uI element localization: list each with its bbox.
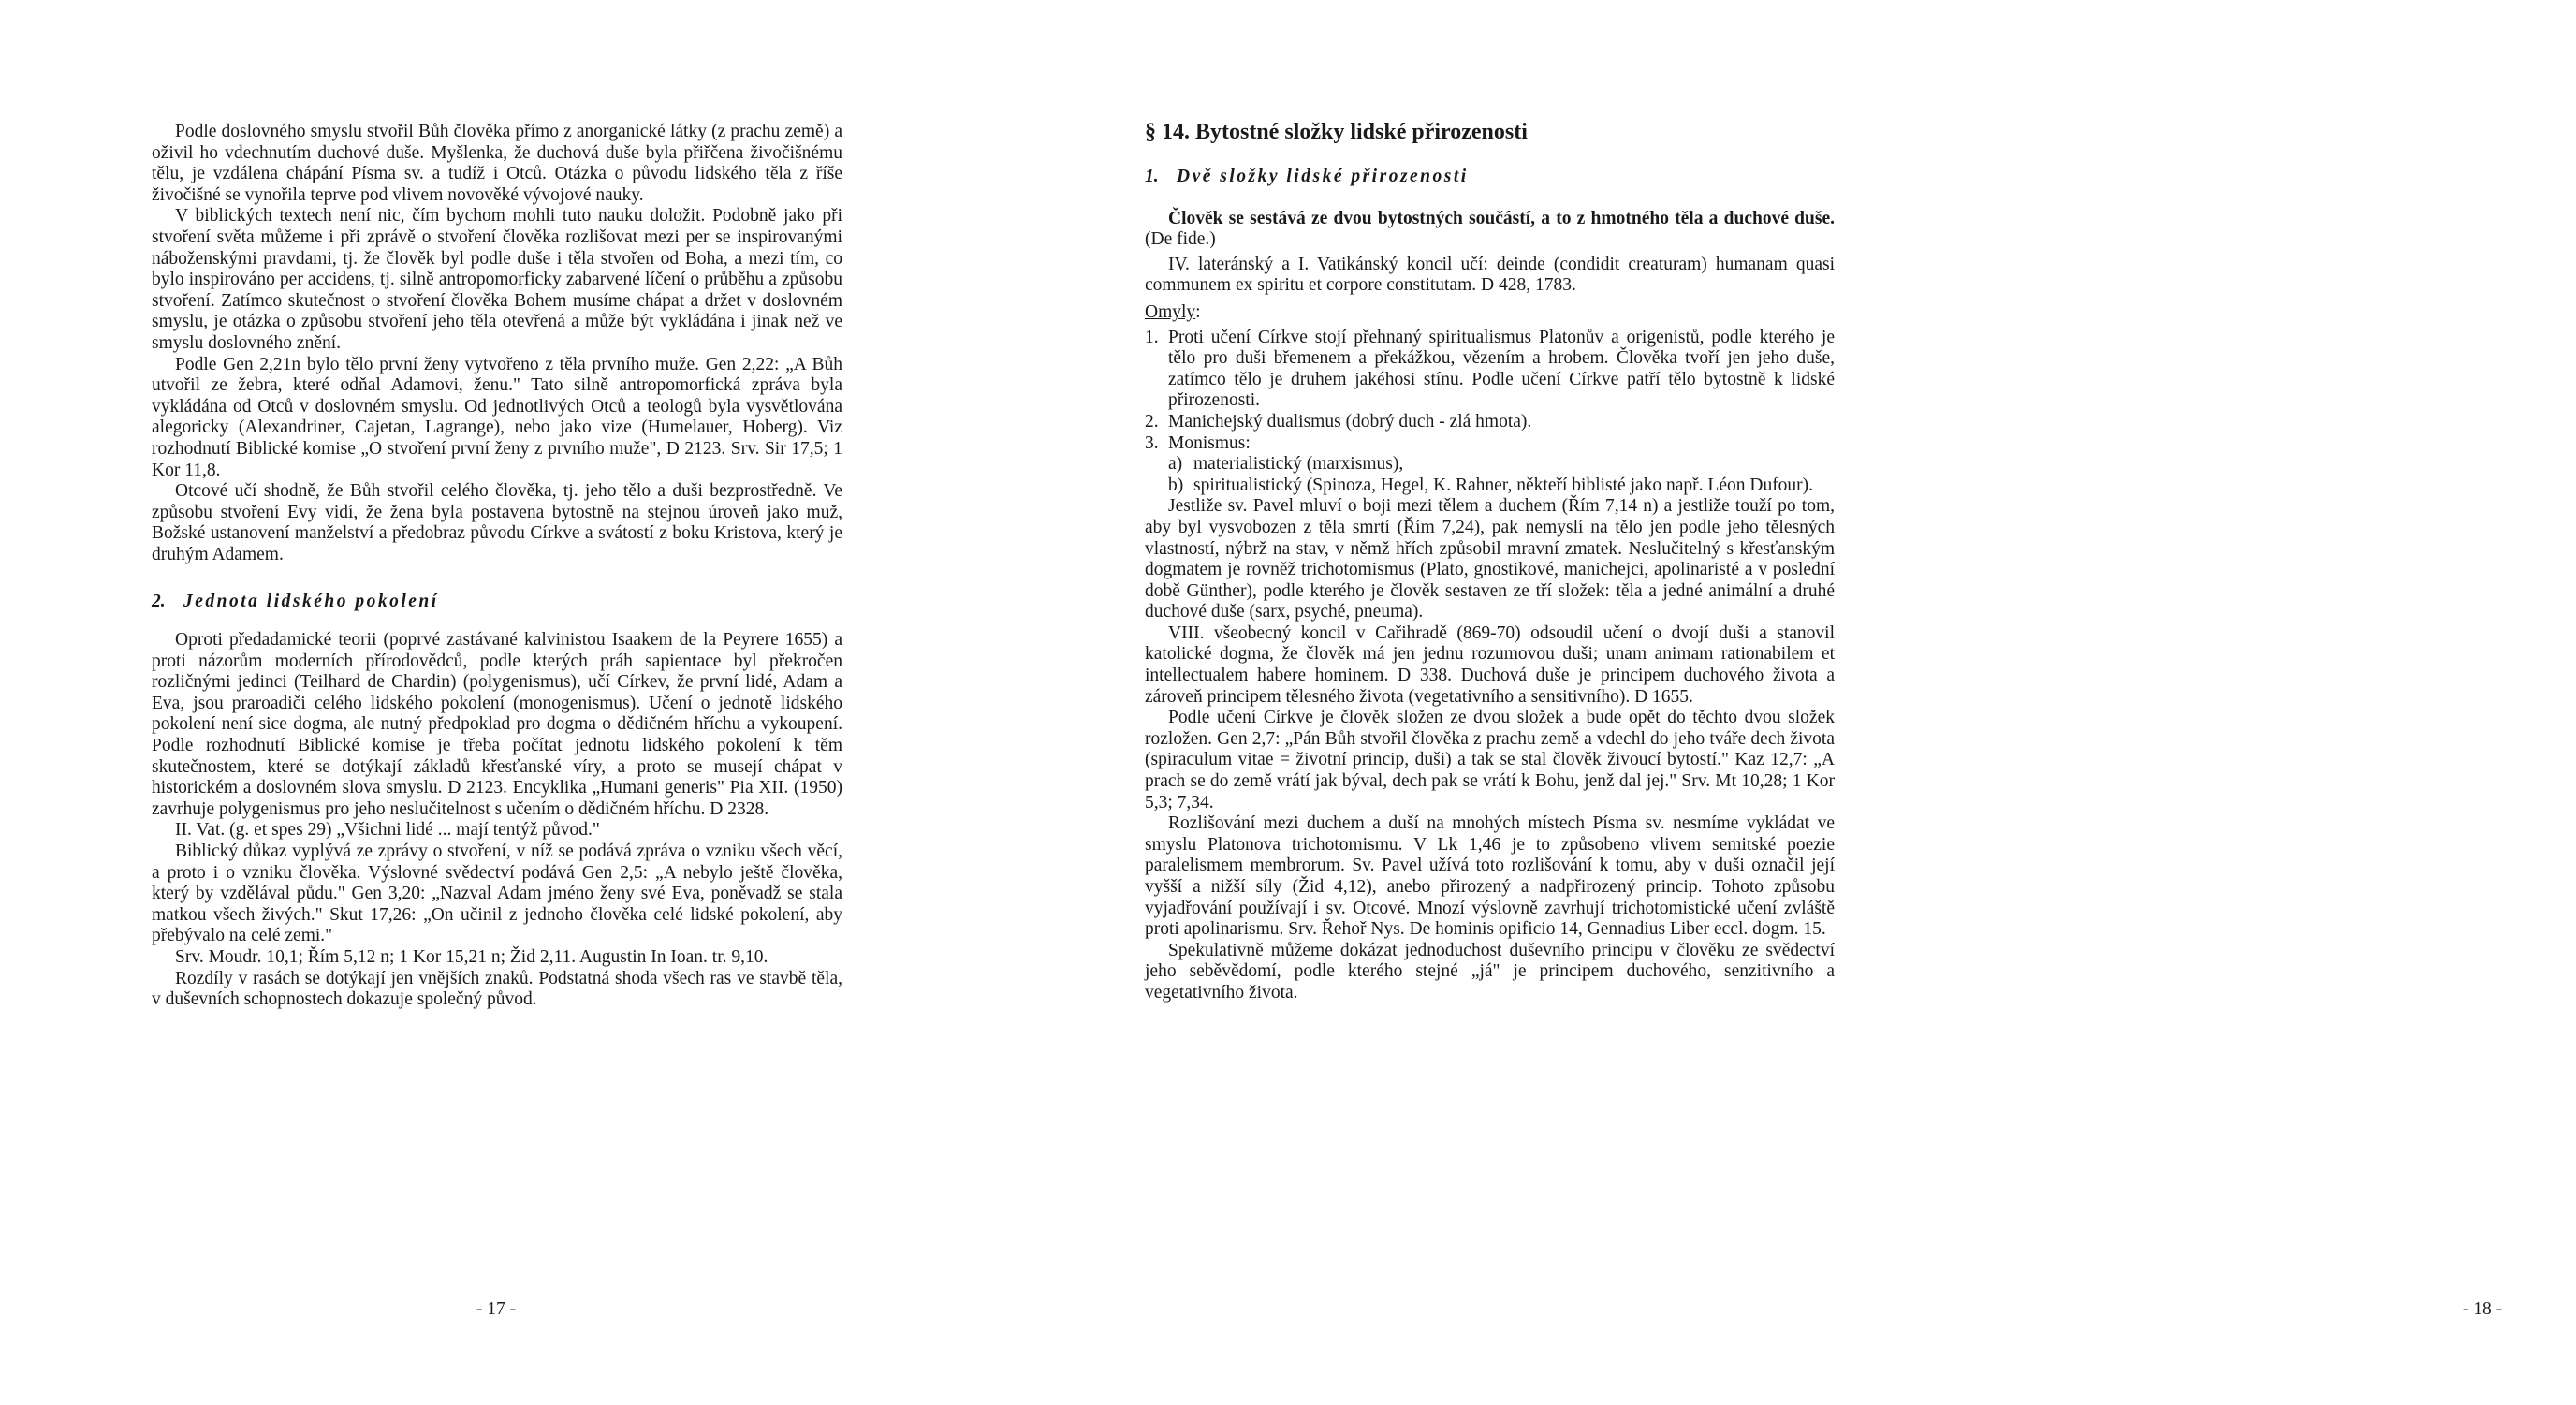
section-number: 2. — [152, 592, 166, 612]
errors-label — [1145, 302, 1835, 324]
monism-item-b — [1145, 476, 1835, 497]
paragraph: Srv. Moudr. 10,1; Řím 5,12 n; 1 Kor 15,21 n; Žid 2,11. Augustin In Ioan. tr. 9,10. — [175, 946, 768, 967]
list-text: Proti učení Církve stojí přehnaný spiritualismus Platonův a origenistů, podle kterého je tělo pro duši břemenem a překážkou, vězením a hrobem. Člověka tvoří jen jeho duše, zatímco tělo je druhem jakéhosi stínu. Podle učení Církve patří tělo bytostně k lidské přirozenosti. — [1168, 327, 1835, 411]
page-17 — [0, 0, 993, 1405]
list-letter: b) — [1168, 475, 1184, 495]
paragraph: Jestliže sv. Pavel mluví o boji mezi tělem a duchem (Řím 7,14 n) a jestliže touží po tom, aby byl vysvobozen z těla smrtí (Řím 7,24), pak nemyslí na tělo jen podle jeho tělesných vlastností, nýbrž na stav, v němž hřích způsobil mravní zmatek. Neslučitelný s křesťanským dogmatem je rovněž trichotomismus (Plato, gnostikové, manichejci, apolinaristé a v poslední době Günther), podle kterého je člověk sestaven ze tří složek: těla a jedné animální a druhé duchové duše (sarx, psyché, pneuma). — [1145, 496, 1835, 622]
paragraph: II. Vat. (g. et spes 29) „Všichni lidé ... mají tentýž původ." — [175, 820, 600, 841]
section-number: 1. — [1145, 167, 1159, 186]
page-number: - 18 - — [2462, 1299, 2503, 1319]
list-number: 3. — [1145, 432, 1159, 453]
error-item-2 — [1145, 412, 1835, 433]
thesis — [1145, 209, 1835, 251]
theological-note: (De fide.) — [1145, 229, 1216, 250]
section-heading-1 — [1145, 167, 1835, 188]
list-number: 1. — [1145, 327, 1159, 347]
paragraph: Rozlišování mezi duchem a duší na mnohých místech Písma sv. nesmíme vykládat ve smyslu Platonova trichotomismu. V Lk 1,46 je to způsobeno vlivem semitské poezie paralelismem membrorum. Sv. Pavel užívá toto rozlišování k tomu, aby v duši označil její vyšší a nižší síly (Žid 4,12), anebo přirozený a nadpřirozený princip. Tohoto způsobu vyjadřování používají i sv. Otcové. Mnozí výslovně zavrhují trichotomistické učení zvláště proti apolinarismu. Srv. Řehoř Nys. De hominis opificio 14, Gennadius Liber eccl. dogm. 15. — [1145, 813, 1835, 940]
list-number: 2. — [1145, 411, 1159, 432]
paragraph: Biblický důkaz vyplývá ze zprávy o stvoření, v níž se podává zpráva o vzniku všech věcí, a proto i o vzniku člověka. Výslovné svědectví podává Gen 2,5: „A nebylo ještě člověka, který by vzdělával půdu." Gen 3,20: „Nazval Adam jméno ženy své Eva, poněvadž se stala matkou všech živých." Skut 17,26: „On učinil z jednoho člověka celé lidské pokolení, aby přebývalo na celé zemi." — [152, 842, 842, 946]
paragraph: Oproti předadamické teorii (poprvé zastávané kalvinistou Isaakem de la Peyrere 1655) a proti názorům moderních přírodovědců, podle kterých práh sapientace byl překročen rozličnými jedinci (Teilhard de Chardin) (polygenismus), učí Církev, že první lidé, Adam a Eva, jsou praroadiči celého lidského pokolení (monogenismus). Učení o jednotě lidského pokolení není sice dogma, ale nutný předpoklad pro dogma o dědičném hříchu a vykoupení. Podle rozhodnutí Biblické komise je třeba počítat jednotu lidského pokolení k těm skutečnostem, které se dotýkají základů křesťanské víry, a proto se musejí chápat v historickém a doslovném slova smyslu. D 2123. Encyklika „Humani generis" Pia XII. (1950) zavrhuje polygenismus pro jeho neslučitelnost s učením o dědičném hříchu. D 2328. — [152, 630, 842, 819]
paragraph: Podle učení Církve je člověk složen ze dvou složek a bude opět do těchto dvou složek rozložen. Gen 2,7: „Pán Bůh stvořil člověka z prachu země a vdechl do jeho tváře dech života (spiraculum vitae = životní princip, duši) a tak se stal člověk živoucí bytostí." Kaz 12,7: „A prach se do země vrátí jak býval, dech pak se vrátí k Bohu, jenž dal jej." Srv. Mt 10,28; 1 Kor 5,3; 7,34. — [1145, 708, 1835, 812]
paragraph: Podle Gen 2,21n bylo tělo první ženy vytvořeno z těla prvního muže. Gen 2,22: „A Bůh utvořil ze žebra, které odňal Adamovi, ženu." Tato silně antropomorfická zpráva byla vykládána od Otců v doslovném smyslu. Od jednotlivých Otců a teologů byla vysvětlována alegoricky (Alexandriner, Cajetan, Lagrange), nebo jako vize (Humelauer, Hoberg). Viz rozhodnutí Biblické komise „O stvoření první ženy z prvního muže", D 2123. Srv. Sir 17,5; 1 Kor 11,8. — [152, 354, 842, 480]
paragraph: Otcové učí shodně, že Bůh stvořil celého člověka, tj. jeho tělo a duši bezprostředně. Ve způsobu stvoření Evy vidí, že žena byla postavena bytostně na stejnou úroveň jako muž, Božské ustanovení manželství a předobraz původu Církve a svátostí z boku Kristova, který je druhým Adamem. — [152, 481, 842, 564]
section-title: Dvě složky lidské přirozenosti — [1177, 167, 1469, 186]
errors-label-text: Omyly — [1145, 301, 1196, 322]
page-number: - 17 - — [476, 1299, 517, 1319]
paragraph: IV. lateránský a I. Vatikánský koncil učí: deinde (condidit creaturam) humanam quasi communem ex spiritu et corpore constitutam. D 428, 1783. — [1145, 254, 1835, 296]
page-17-text-column — [152, 122, 842, 1011]
section-heading-2 — [152, 592, 842, 613]
section-title: Jednota lidského pokolení — [183, 592, 439, 612]
page-18 — [993, 0, 2503, 1405]
list-letter: a) — [1168, 454, 1183, 475]
monism-item-a — [1145, 454, 1835, 476]
paragraph: V biblických textech není nic, čím bychom mohli tuto nauku doložit. Podobně jako při stvoření světa můžeme i při zprávě o stvoření člověka rozlišovat mezi per se inspirovanými náboženskými pravdami, tj. že člověk byl podle duše i těla stvořen od Boha, a mezi tím, co bylo inspirováno per accidens, tj. silně antropomorficky zabarvené líčení o průběhu a způsobu stvoření. Zatímco skutečnost o stvoření člověka Bohem musíme chápat a držet v doslovném smyslu, je otázka o způsobu stvoření jeho těla otevřená a může být vykládána i jinak než ve smyslu doslovného znění. — [152, 206, 842, 353]
paragraph: Spekulativně můžeme dokázat jednoduchost duševního principu v člověku ze svědectví jeho seběvědomí, podle kterého stejné „já" je principem duchového, senzitivního a vegetativního života. — [1145, 940, 1835, 1003]
thesis-statement: Člověk se sestává ze dvou bytostných součástí, a to z hmotného těla a duchové duše. — [1168, 208, 1835, 228]
errors-label-colon: : — [1195, 301, 1201, 322]
page-18-text-column — [1145, 118, 1835, 1004]
paragraph: Podle doslovného smyslu stvořil Bůh člověka přímo z anorganické látky (z prachu země) a oživil ho vdechnutím duchové duše. Myšlenka, že duchová duše byla přiřčena živočišnému tělu, je vzdálena chápání Písma sv. a tudíž i Otců. Otázka o původu lidského těla z říše živočišné se vynořila teprve pod vlivem novověké vývojové nauky. — [152, 122, 842, 205]
list-text: Manichejský dualismus (dobrý duch - zlá hmota). — [1168, 411, 1532, 432]
error-item-3 — [1145, 433, 1835, 455]
chapter-heading: § 14. Bytostné složky lidské přirozenosti — [1145, 120, 1528, 144]
list-text: spiritualistický (Spinoza, Hegel, K. Rahner, někteří biblisté jako např. Léon Dufour). — [1193, 475, 1814, 495]
list-text: Monismus: — [1168, 432, 1251, 453]
list-text: materialistický (marxismus), — [1193, 454, 1404, 475]
paragraph: VIII. všeobecný koncil v Cařihradě (869-70) odsoudil učení o dvojí duši a stanovil katolické dogma, že člověk má jen jednu rozumovou duši; unam animam rationabilem et intellectualem habere hominem. D 338. Duchová duše je principem duchového života a zároveň principem tělesného života (vegetativního a sensitivního). D 1655. — [1145, 622, 1835, 707]
paragraph: Rozdíly v rasách se dotýkají jen vnějších znaků. Podstatná shoda všech ras ve stavbě těla, v duševních schopnostech dokazuje společný původ. — [152, 968, 842, 1010]
error-item-1 — [1145, 328, 1835, 412]
